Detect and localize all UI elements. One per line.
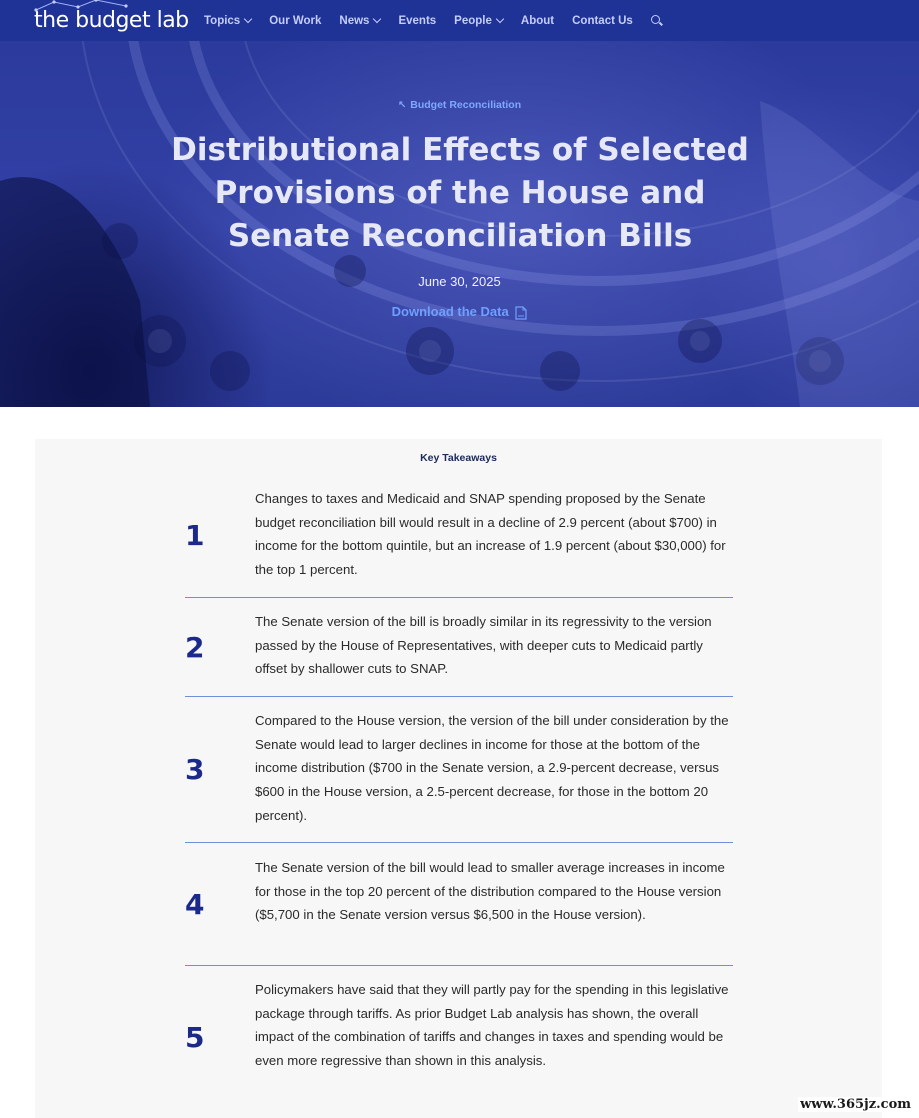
nav-label: News bbox=[339, 14, 370, 27]
chevron-down-icon bbox=[373, 15, 381, 23]
takeaway-item bbox=[185, 978, 733, 1100]
breadcrumb[interactable] bbox=[0, 99, 919, 111]
download-data-link[interactable] bbox=[0, 304, 919, 320]
main-menu bbox=[204, 0, 663, 41]
nav-item-our-work[interactable] bbox=[269, 15, 321, 27]
takeaway-item bbox=[185, 487, 733, 587]
key-takeaways-heading: Key Takeaways bbox=[420, 452, 497, 464]
chevron-down-icon bbox=[244, 15, 252, 23]
takeaway-number: 1 bbox=[185, 519, 205, 552]
takeaway-number: 3 bbox=[185, 753, 205, 786]
breadcrumb-label: Budget Reconciliation bbox=[410, 99, 522, 111]
divider bbox=[185, 965, 733, 966]
top-nav bbox=[0, 0, 919, 41]
nav-label: Topics bbox=[204, 14, 241, 27]
search-icon[interactable] bbox=[651, 15, 663, 27]
nav-label: Events bbox=[398, 14, 437, 27]
hero-banner bbox=[0, 41, 919, 407]
page-title: Distributional Effects of Selected Provisions of the House and Senate Reconciliation Bills bbox=[171, 132, 749, 254]
takeaway-text: Policymakers have said that they will partly pay for the spending in this legislative package through tariffs. As prior Budget Lab analysis has shown, the overall impact of the combination of tariffs and changes in taxes and spending would be even more regressive than shown in this analysis. bbox=[255, 982, 729, 1069]
chevron-down-icon bbox=[496, 15, 504, 23]
nav-label: About bbox=[520, 14, 555, 27]
takeaway-number: 4 bbox=[185, 888, 205, 921]
takeaway-item bbox=[185, 856, 733, 954]
nav-item-news[interactable] bbox=[339, 15, 380, 27]
download-label: Download the Data bbox=[391, 304, 509, 319]
nav-item-about[interactable] bbox=[521, 15, 554, 27]
key-takeaways-panel bbox=[35, 439, 882, 1118]
nav-label: Our Work bbox=[269, 14, 322, 27]
nav-item-people[interactable] bbox=[454, 15, 503, 27]
takeaway-text: Compared to the House version, the version of the bill under consideration by the Senate would lead to larger declines in income for those at the bottom of the income distribution ($700 in the Senate version, a 2.9-percent decrease, versus $600 in the House version, a 2.5-percent decrease, for those in the bottom 20 percent). bbox=[255, 713, 729, 823]
nav-label: People bbox=[454, 14, 492, 27]
divider bbox=[185, 842, 733, 843]
takeaway-item bbox=[185, 610, 733, 685]
takeaway-number: 5 bbox=[185, 1021, 205, 1054]
nav-item-topics[interactable] bbox=[204, 15, 251, 27]
takeaway-text: The Senate version of the bill would lead to smaller average increases in income for those in the top 20 percent of the distribution compared to the House version ($5,700 in the Senate version versus $6,500 in the House version). bbox=[255, 860, 725, 923]
takeaway-item bbox=[185, 709, 733, 831]
nav-label: Contact Us bbox=[572, 14, 633, 27]
arrow-up-left-icon: ↖ bbox=[397, 100, 407, 111]
nav-item-events[interactable] bbox=[398, 15, 436, 27]
divider bbox=[185, 597, 733, 598]
nav-item-contact-us[interactable] bbox=[572, 15, 633, 27]
takeaway-text: The Senate version of the bill is broadly similar in its regressivity to the version passed by the House of Representatives, with deeper cuts to Medicaid partly offset by shallower cuts to SNAP. bbox=[255, 614, 712, 677]
takeaway-number: 2 bbox=[185, 631, 205, 664]
watermark: www.365jz.com bbox=[800, 1097, 911, 1112]
publish-date: June 30, 2025 bbox=[418, 274, 501, 289]
spreadsheet-file-icon bbox=[515, 306, 527, 320]
divider bbox=[185, 696, 733, 697]
logo-text: the budget lab bbox=[34, 8, 189, 33]
takeaway-text: Changes to taxes and Medicaid and SNAP spending proposed by the Senate budget reconciliation bill would result in a decline of 2.9 percent (about $700) in income for the bottom quintile, but an increase of 1.9 percent (about $30,000) for the top 1 percent. bbox=[255, 491, 726, 578]
